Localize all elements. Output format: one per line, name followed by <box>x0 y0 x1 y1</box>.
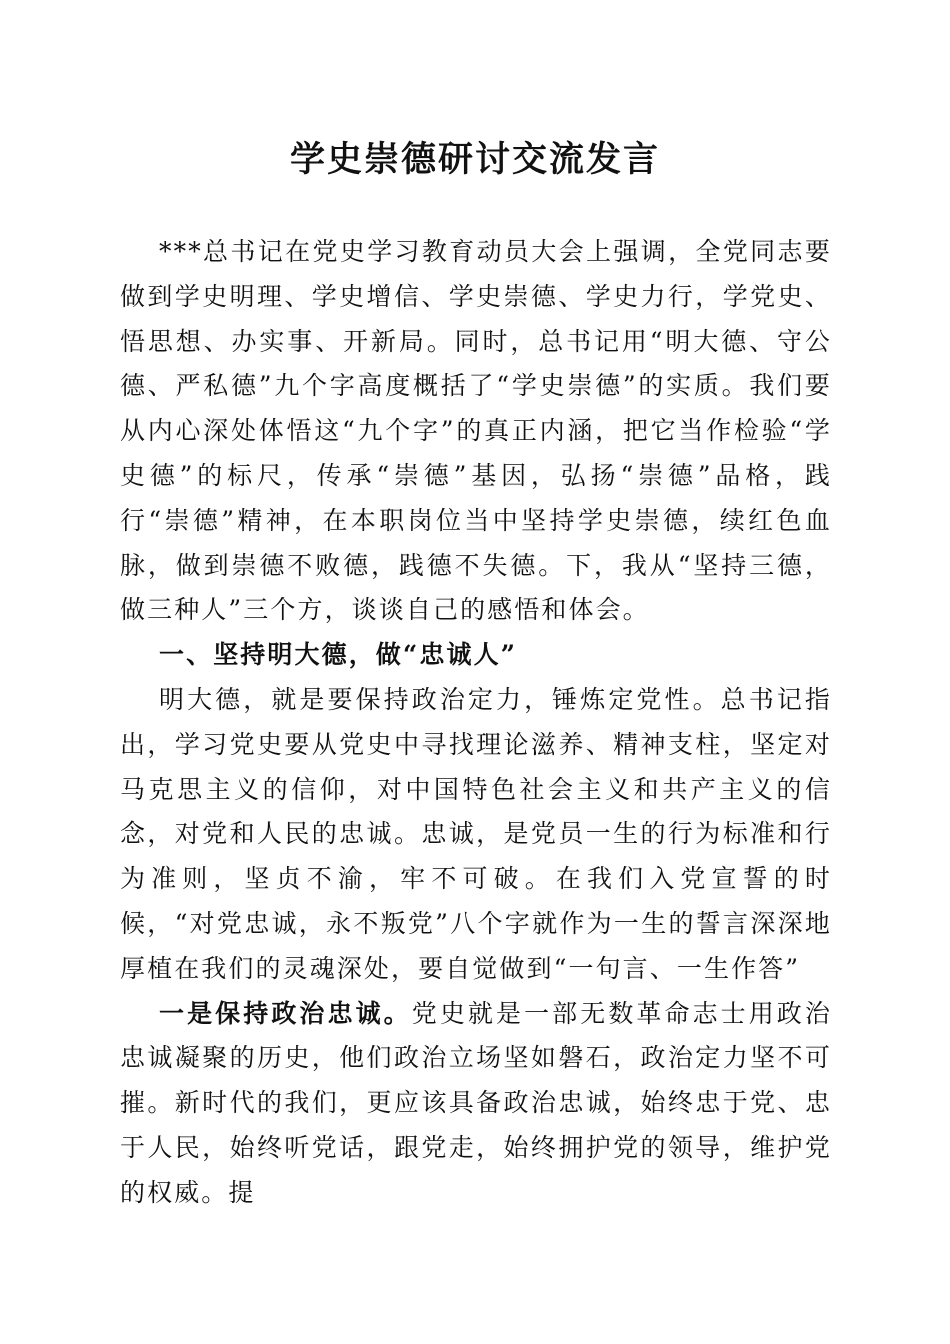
point-paragraph <box>120 992 832 1216</box>
intro-paragraph: ***总书记在党史学习教育动员大会上强调，全党同志要做到学史明理、学史增信、学史崇德、学史力行，学党史、悟思想、办实事、开新局。同时，总书记用“明大德、守公德、严私德”九个字高度概括了“学史崇德”的实质。我们要从内心深处体悟这“九个字”的真正内涵，把它当作检验“学史德”的标尺，传承“崇德”基因，弘扬“崇德”品格，践行“崇德”精神，在本职岗位当中坚持学史崇德，续红色血脉，做到崇德不败德，践德不失德。下，我从“坚持三德，做三种人”三个方，谈谈自己的感悟和体会。 <box>120 237 832 625</box>
point-text: 党史就是一部无数革命志士用政治忠诚凝聚的历史，他们政治立场坚如磐石，政治定力坚不可摧。新时代的我们，更应该具备政治忠诚，始终忠于党、忠于人民，始终听党话，跟党走，始终拥护党的领导，维护党的权威。提 <box>120 998 832 1207</box>
document-title: 学史崇德研讨交流发言 <box>289 139 660 180</box>
point-lead: 一是保持政治忠诚。 <box>159 998 412 1028</box>
section-paragraph: 明大德，就是要保持政治定力，锤炼定党性。总书记指出，学习党史要从党史中寻找理论滋养、精神支柱，坚定对马克思主义的信仰，对中国特色社会主义和共产主义的信念，对党和人民的忠诚。忠诚，是党员一生的行为标准和行为准则，坚贞不渝，牢不可破。在我们入党宣誓的时候，“对党忠诚，永不叛党”八个字就作为一生的誓言深深地厚植在我们的灵魂深处，要自觉做到“一句言、一生作答” <box>120 684 832 983</box>
section-heading: 一、坚持明大德，做“忠诚人” <box>159 640 518 670</box>
document-body <box>120 230 832 1216</box>
